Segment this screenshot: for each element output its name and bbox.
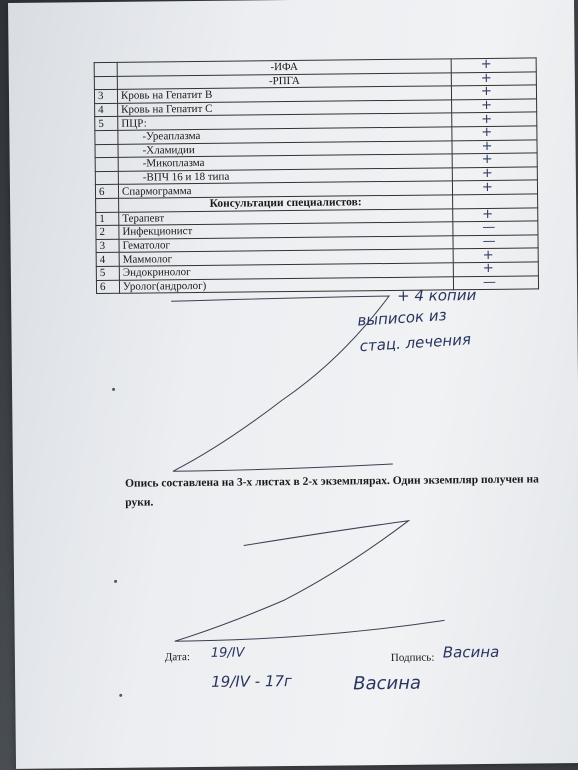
z-strike-lower (173, 520, 444, 641)
analyses-name: Кровь на Гепатит В (117, 86, 451, 103)
analyses-number: 6 (95, 185, 118, 199)
date-label: Дата: (164, 651, 190, 664)
z-strike-upper (171, 296, 393, 471)
consult-number: 5 (96, 266, 119, 280)
paper-speck (119, 694, 122, 697)
consult-number: 3 (96, 239, 119, 253)
analyses-handwritten-mark: + (481, 138, 493, 154)
analyses-name: -ИФА (117, 59, 451, 76)
analyses-handwritten-mark: + (481, 165, 493, 182)
analyses-number: 4 (95, 103, 118, 117)
analyses-handwritten-mark: + (481, 125, 493, 141)
analyses-name: Спармограмма (118, 181, 452, 198)
consult-handwritten-mark: + (482, 261, 494, 277)
consult-handwritten-mark: — (482, 220, 496, 236)
consult-name: Уролог(андролог) (119, 276, 453, 293)
consult-name: Маммолог (119, 249, 453, 266)
consult-number: 4 (96, 253, 119, 267)
consult-handwritten-mark: — (482, 233, 496, 250)
handwritten-note-line-3: стац. лечения (359, 330, 472, 356)
consult-name: Терапевт (119, 208, 453, 225)
analyses-number: 5 (95, 117, 118, 131)
consult-name: Эндокринолог (119, 263, 453, 280)
consult-handwritten-mark: + (482, 206, 494, 222)
consult-header: Консультации специалистов: (119, 195, 453, 212)
analyses-number: 3 (94, 90, 117, 104)
signature-label: Подпись: (390, 651, 435, 664)
analyses-handwritten-mark: + (480, 57, 492, 73)
signature-mark: Васина (442, 642, 500, 662)
analyses-name: -РПГА (117, 72, 451, 89)
analyses-handwritten-mark: + (480, 70, 492, 86)
analyses-handwritten-mark: + (481, 111, 493, 127)
consult-handwritten-mark: — (482, 274, 497, 290)
analyses-handwritten-mark: + (481, 97, 493, 114)
paper-speck (114, 580, 117, 583)
analyses-name: -Уреаплазма (118, 127, 452, 144)
consult-number: 2 (96, 225, 119, 239)
signature-handwritten: Васина (353, 672, 422, 695)
analyses-name: -Хламидии (118, 140, 452, 157)
handwritten-note-line-1: + 4 копии (397, 286, 477, 305)
analyses-name: -Микоплазма (118, 154, 452, 171)
consult-number: 1 (96, 212, 119, 226)
consult-name: Инфекционист (119, 222, 453, 239)
analyses-name: ПЦР: (118, 113, 452, 130)
analyses-name: -ВПЧ 16 и 18 типа (118, 168, 452, 185)
analyses-handwritten-mark: + (480, 84, 492, 100)
paper-speck (112, 388, 115, 391)
consult-handwritten-mark: + (482, 247, 494, 263)
analyses-handwritten-mark: + (481, 152, 493, 168)
handwritten-note-line-2: выписок из (356, 306, 448, 330)
document-sheet (8, 0, 578, 769)
date-handwritten: 19/IV (210, 645, 245, 661)
analyses-name: Кровь на Гепатит С (118, 100, 452, 117)
consult-number: 6 (96, 280, 119, 294)
consult-name: Гематолог (119, 236, 453, 253)
analyses-handwritten-mark: + (481, 179, 493, 195)
inventory-note: Опись составлена на 3-х листах в 2-х экземплярах. Один экземпляр получен на руки. (124, 473, 539, 509)
date-handwritten-2: 19/IV - 17г (211, 672, 292, 691)
